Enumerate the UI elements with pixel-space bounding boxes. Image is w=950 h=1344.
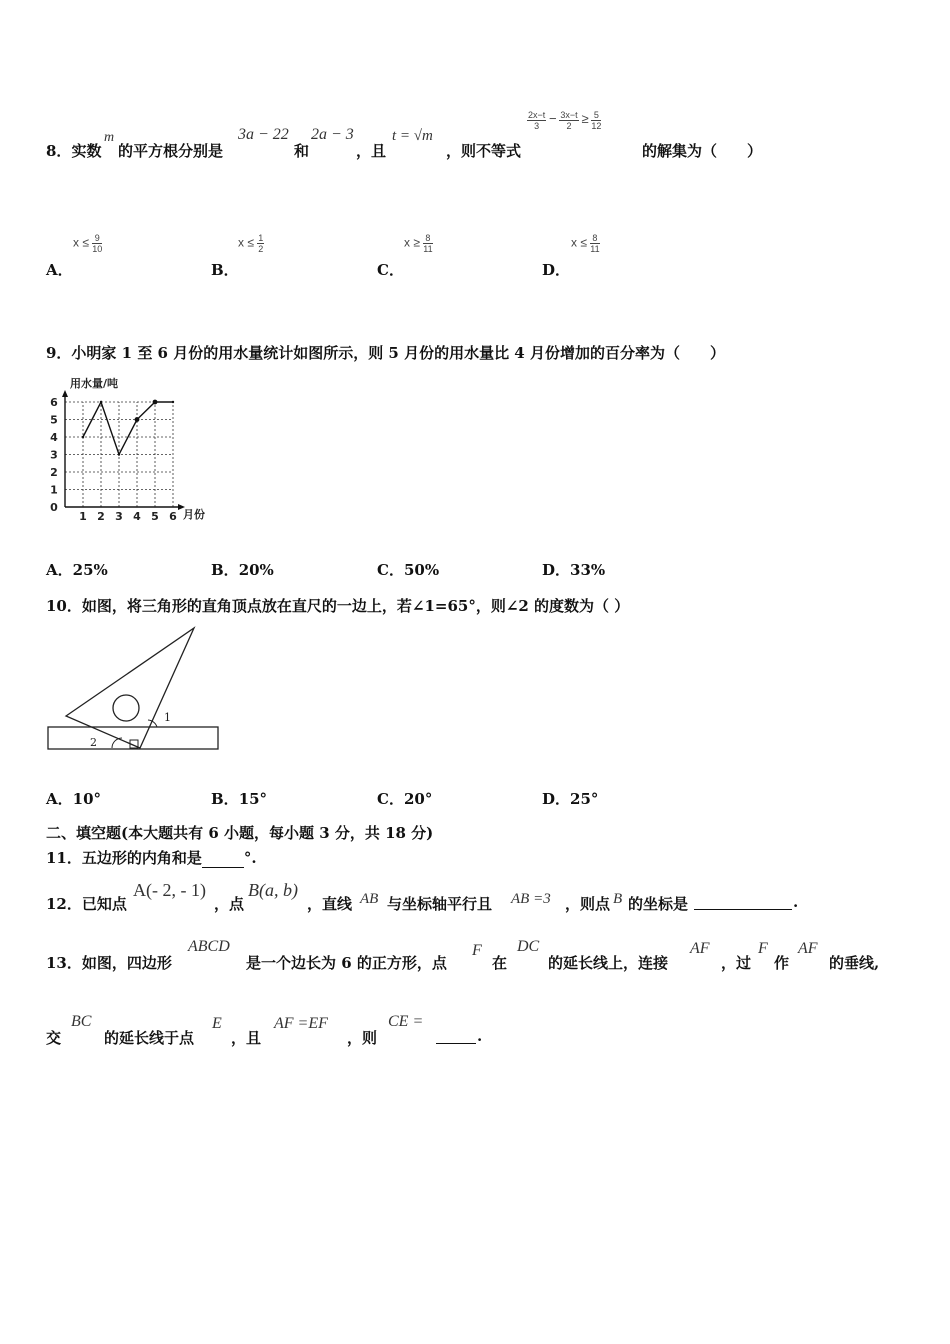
x-tick-label: 1 xyxy=(79,510,87,523)
q10-option-c[interactable] xyxy=(377,788,432,809)
q8-option-b[interactable]: x ≤ $\frac{1}{2}$ B． xyxy=(211,233,264,279)
q12-text-5: ，则点 xyxy=(565,895,611,913)
q13-bc: BC xyxy=(71,1013,92,1030)
q13-text-5: ，过 xyxy=(721,954,752,972)
q13-text-1: 13．如图，四边形 xyxy=(46,954,172,972)
x-tick-label: 6 xyxy=(169,510,177,523)
q8-option-b-label: B． xyxy=(211,261,239,279)
q11-suffix: °. xyxy=(243,849,257,867)
q8-t-definition: t = √m xyxy=(392,128,433,144)
q10-option-a-label: A． xyxy=(46,790,73,808)
y-tick-label: 2 xyxy=(50,466,58,479)
chart-ticks xyxy=(50,396,177,523)
q9-option-d-label: D． xyxy=(542,561,571,579)
q10-option-c-value: 20° xyxy=(403,790,433,808)
water-usage-line xyxy=(83,402,173,455)
chart-axes xyxy=(62,390,185,510)
q8-option-c-label: C． xyxy=(377,261,404,279)
q12-text-2: ，点 xyxy=(214,895,245,913)
q8-ineq-frac-1: $\frac{2x-t}{3}$ xyxy=(528,110,546,131)
q13-point-f-2: F xyxy=(758,940,768,957)
data-point xyxy=(118,453,120,455)
q8-option-d-label: D． xyxy=(542,261,571,279)
section-2-heading: 二、填空题(本大题共有 6 小题，每小题 3 分，共 18 分) xyxy=(46,824,434,842)
q12-point-a: A(- 2, - 1) xyxy=(133,880,206,900)
q11 xyxy=(46,847,257,868)
q13-af: AF xyxy=(690,940,710,957)
q8-text-5: ，则不等式 xyxy=(446,142,522,160)
x-tick-label: 4 xyxy=(133,510,141,523)
q10-option-b-label: B． xyxy=(211,790,239,808)
q12-text-3: ，直线 xyxy=(307,895,353,913)
q9-option-d[interactable] xyxy=(542,559,605,580)
q9-option-d-value: 33% xyxy=(570,561,606,579)
q10-option-b[interactable] xyxy=(211,788,267,809)
q9-stem: 9．小明家 1 至 6 月份的用水量统计如图所示，则 5 月份的用水量比 4 月份增加的百分率为（ ） xyxy=(46,344,725,362)
q8-option-c-frac: $\frac{8}{11}$ xyxy=(423,233,433,254)
q12-point-b-ref: B xyxy=(613,891,623,907)
q13-af-eq-ef: AF =EF xyxy=(274,1015,328,1032)
q13-text-9: 的延长线于点 xyxy=(104,1029,195,1047)
y-tick-label: 6 xyxy=(50,396,58,409)
q12-answer-blank[interactable] xyxy=(694,893,792,910)
q8-inequality: $\frac{2x-t}{3}$ − $\frac{3x-t}{2}$ ≥ $\frac{5}{12}$ xyxy=(528,110,602,131)
q13-text-11: ，则 xyxy=(347,1029,378,1047)
ruler xyxy=(48,727,218,749)
q8-option-c[interactable]: x ≥ $\frac{8}{11}$ C． xyxy=(377,233,433,279)
data-point xyxy=(100,401,102,403)
q8-option-d-frac: $\frac{8}{11}$ xyxy=(590,233,600,254)
y-axis-arrow xyxy=(62,390,68,397)
q9-option-b-value: 20% xyxy=(238,561,274,579)
q12-text-6: 的坐标是 xyxy=(628,895,689,913)
q8-number: 8． xyxy=(46,142,72,160)
q10-option-d[interactable] xyxy=(542,788,598,809)
data-point xyxy=(172,401,174,403)
q11-answer-blank[interactable] xyxy=(202,849,244,868)
q13-point-e: E xyxy=(212,1015,222,1032)
data-point xyxy=(153,400,158,405)
q8-option-a-frac: $\frac{9}{10}$ xyxy=(92,233,103,254)
q9-water-usage-chart xyxy=(40,375,220,525)
y-tick-label: 5 xyxy=(50,413,58,427)
q10-option-c-label: C． xyxy=(377,790,404,808)
q10-triangle-ruler-figure xyxy=(44,624,224,754)
q13-abcd: ABCD xyxy=(188,938,230,955)
y-tick-label: 4 xyxy=(50,431,58,444)
q12-end: . xyxy=(793,893,799,911)
q8-expr-1: 3a − 22 xyxy=(238,126,289,143)
q9-option-c[interactable] xyxy=(377,559,439,580)
q10-option-d-value: 25° xyxy=(570,790,599,808)
q13-point-f: F xyxy=(472,942,482,959)
q9-option-c-value: 50% xyxy=(403,561,440,579)
q8-text-6: 的解集为（ ） xyxy=(642,142,763,160)
q9-option-c-label: C． xyxy=(377,561,404,579)
q8-text-4: ，且 xyxy=(356,142,387,160)
q8-option-b-frac: $\frac{1}{2}$ xyxy=(258,233,264,254)
q13-end: . xyxy=(477,1027,483,1045)
q8-expr-2: 2a − 3 xyxy=(311,126,354,143)
q13-text-3: 在 xyxy=(492,954,508,972)
q9-option-b[interactable] xyxy=(211,559,274,580)
q8-option-a[interactable]: x ≤ $\frac{9}{10}$ A． xyxy=(46,233,103,279)
chart-x-axis-label: 月份 xyxy=(183,508,205,521)
set-square-hole xyxy=(113,695,139,721)
q10-option-a[interactable] xyxy=(46,788,101,809)
q12-ab-length: AB =3 xyxy=(511,891,551,907)
q13-af-2: AF xyxy=(798,940,818,957)
q13-text-8: 交 xyxy=(46,1029,62,1047)
y-tick-label: 0 xyxy=(50,501,58,514)
y-tick-label: 3 xyxy=(50,448,58,462)
q8-option-a-label: A． xyxy=(46,261,73,279)
chart-y-axis-label: 用水量/吨 xyxy=(70,377,119,390)
q10-option-b-value: 15° xyxy=(238,790,268,808)
q8-ineq-frac-2: $\frac{3x-t}{2}$ xyxy=(560,110,578,131)
x-tick-label: 2 xyxy=(97,510,105,523)
q13-text-10: ，且 xyxy=(231,1029,262,1047)
angle-2-label: 2 xyxy=(90,736,97,749)
set-square xyxy=(66,628,194,748)
q12-point-b: B(a, b) xyxy=(248,880,298,900)
q8-option-d[interactable]: x ≤ $\frac{8}{11}$ D． xyxy=(542,233,600,279)
q13-dc: DC xyxy=(517,938,540,955)
chart-series xyxy=(82,400,174,456)
q11-text: 11．五边形的内角和是 xyxy=(46,849,202,867)
y-tick-label: 1 xyxy=(50,483,58,497)
q12-text-1: 12．已知点 xyxy=(46,895,127,913)
q13-answer-blank[interactable] xyxy=(436,1027,476,1044)
x-tick-label: 3 xyxy=(115,510,123,523)
q8-stem xyxy=(46,140,101,161)
q9-option-a-label: A． xyxy=(46,561,73,579)
q9-option-a[interactable] xyxy=(46,559,108,580)
q13-text-2: 是一个边长为 6 的正方形，点 xyxy=(246,954,447,972)
q8-text-2: 的平方根分别是 xyxy=(118,142,224,160)
angle-1-label: 1 xyxy=(164,711,171,724)
q10-option-a-value: 10° xyxy=(72,790,102,808)
data-point xyxy=(82,436,84,438)
q8-ineq-frac-3: $\frac{5}{12}$ xyxy=(591,110,602,131)
x-tick-label: 5 xyxy=(151,510,159,523)
q8-text-3: 和 xyxy=(294,142,310,160)
q9-option-b-label: B． xyxy=(211,561,239,579)
q8-var-m: m xyxy=(104,130,115,145)
q10-stem: 10．如图，将三角形的直角顶点放在直尺的一边上，若∠1=65°，则∠2 的度数为（ ） xyxy=(46,597,630,615)
q9-option-a-value: 25% xyxy=(72,561,108,579)
q13-ce: CE = xyxy=(388,1013,424,1030)
q12-text-4: 与坐标轴平行且 xyxy=(387,895,493,913)
q13-text-7: 的垂线, xyxy=(829,954,880,972)
q13-text-6: 作 xyxy=(774,954,790,972)
data-point xyxy=(135,417,140,422)
q10-option-d-label: D． xyxy=(542,790,571,808)
q8-text-1: 实数 xyxy=(71,142,102,160)
q12-line-ab: AB xyxy=(360,891,379,907)
q13-text-4: 的延长线上，连接 xyxy=(548,954,669,972)
